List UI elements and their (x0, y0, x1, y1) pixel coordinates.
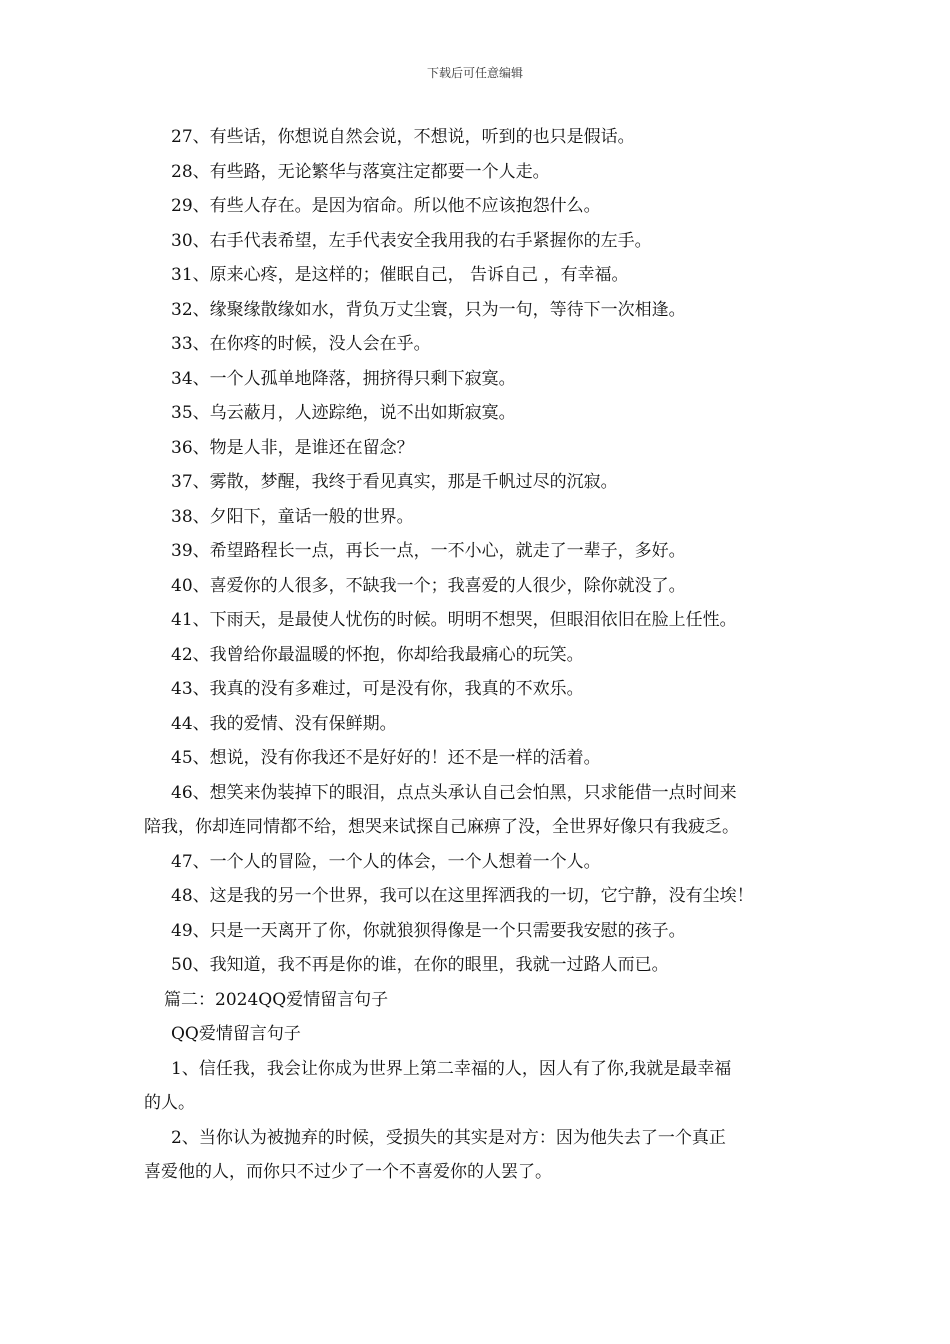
text-line: 50、我知道，我不再是你的谁，在你的眼里，我就一过路人而已。 (171, 955, 669, 975)
text-line: 39、希望路程长一点，再长一点，一不小心，就走了一辈子，多好。 (171, 541, 686, 561)
text-line: 33、在你疼的时候，没人会在乎。 (171, 334, 431, 354)
text-line: 47、一个人的冒险，一个人的体会，一个人想着一个人。 (171, 851, 601, 872)
section-heading: 篇二：2024QQ爱情留言句子 (164, 989, 389, 1010)
text-line: 48、这是我的另一个世界，我可以在这里挥洒我的一切，它宁静，没有尘埃！ (171, 886, 754, 906)
text-line: 34、一个人孤单地降落，拥挤得只剩下寂寞。 (171, 368, 516, 389)
text-line: 2、当你认为被抛弃的时候，受损失的其实是对方：因为他失去了一个真正 (171, 1127, 726, 1148)
document-body (144, 120, 814, 1190)
text-line: 喜爱他的人，而你只不过少了一个不喜爱你的人罢了。 (144, 1162, 552, 1182)
text-line: 42、我曾给你最温暖的怀抱，你却给我最痛心的玩笑。 (171, 644, 584, 665)
page-header: 下载后可任意编辑 (426, 66, 523, 80)
section-subheading: QQ爱情留言句子 (171, 1024, 301, 1044)
text-line: 49、只是一天离开了你，你就狼狈得像是一个只需要我安慰的孩子。 (171, 920, 686, 941)
text-line: 27、有些话，你想说自然会说，不想说，听到的也只是假话。 (171, 127, 635, 147)
text-line: 的人。 (144, 1093, 195, 1113)
text-line: 陪我，你却连同情都不给，想哭来试探自己麻痹了没，全世界好像只有我疲乏。 (144, 817, 739, 837)
text-line: 37、雾散，梦醒，我终于看见真实，那是千帆过尽的沉寂。 (171, 472, 618, 492)
text-line: 36、物是人非，是谁还在留念？ (171, 437, 414, 458)
text-line: 40、喜爱你的人很多，不缺我一个；我喜爱的人很少，除你就没了。 (171, 575, 686, 596)
text-line: 45、想说，没有你我还不是好好的！还不是一样的活着。 (171, 748, 601, 768)
text-line: 35、乌云蔽月，人迹踪绝，说不出如斯寂寞。 (171, 403, 516, 423)
text-line: 43、我真的没有多难过，可是没有你，我真的不欢乐。 (171, 679, 584, 699)
text-line: 46、想笑来伪装掉下的眼泪，点点头承认自己会怕黑，只求能借一点时间来 (171, 782, 737, 803)
text-line: 44、我的爱情、没有保鲜期。 (171, 713, 397, 734)
text-line: 30、右手代表希望，左手代表安全我用我的右手紧握你的左手。 (171, 230, 652, 251)
text-line: 1、信任我，我会让你成为世界上第二幸福的人，因人有了你,我就是最幸福 (171, 1058, 732, 1079)
text-line: 41、下雨天，是最使人忧伤的时候。明明不想哭，但眼泪依旧在脸上任性。 (171, 610, 737, 630)
text-line: 31、原来心疼，是这样的；催眠自己， 告诉自己 ，有幸福。 (171, 265, 629, 285)
text-line: 29、有些人存在。是因为宿命。所以他不应该抱怨什么。 (171, 196, 601, 216)
text-line: 38、夕阳下，童话一般的世界。 (171, 506, 414, 527)
text-line: 32、缘聚缘散缘如水，背负万丈尘寰，只为一句，等待下一次相逢。 (171, 299, 686, 320)
text-line: 28、有些路，无论繁华与落寞注定都要一个人走。 (171, 161, 550, 182)
